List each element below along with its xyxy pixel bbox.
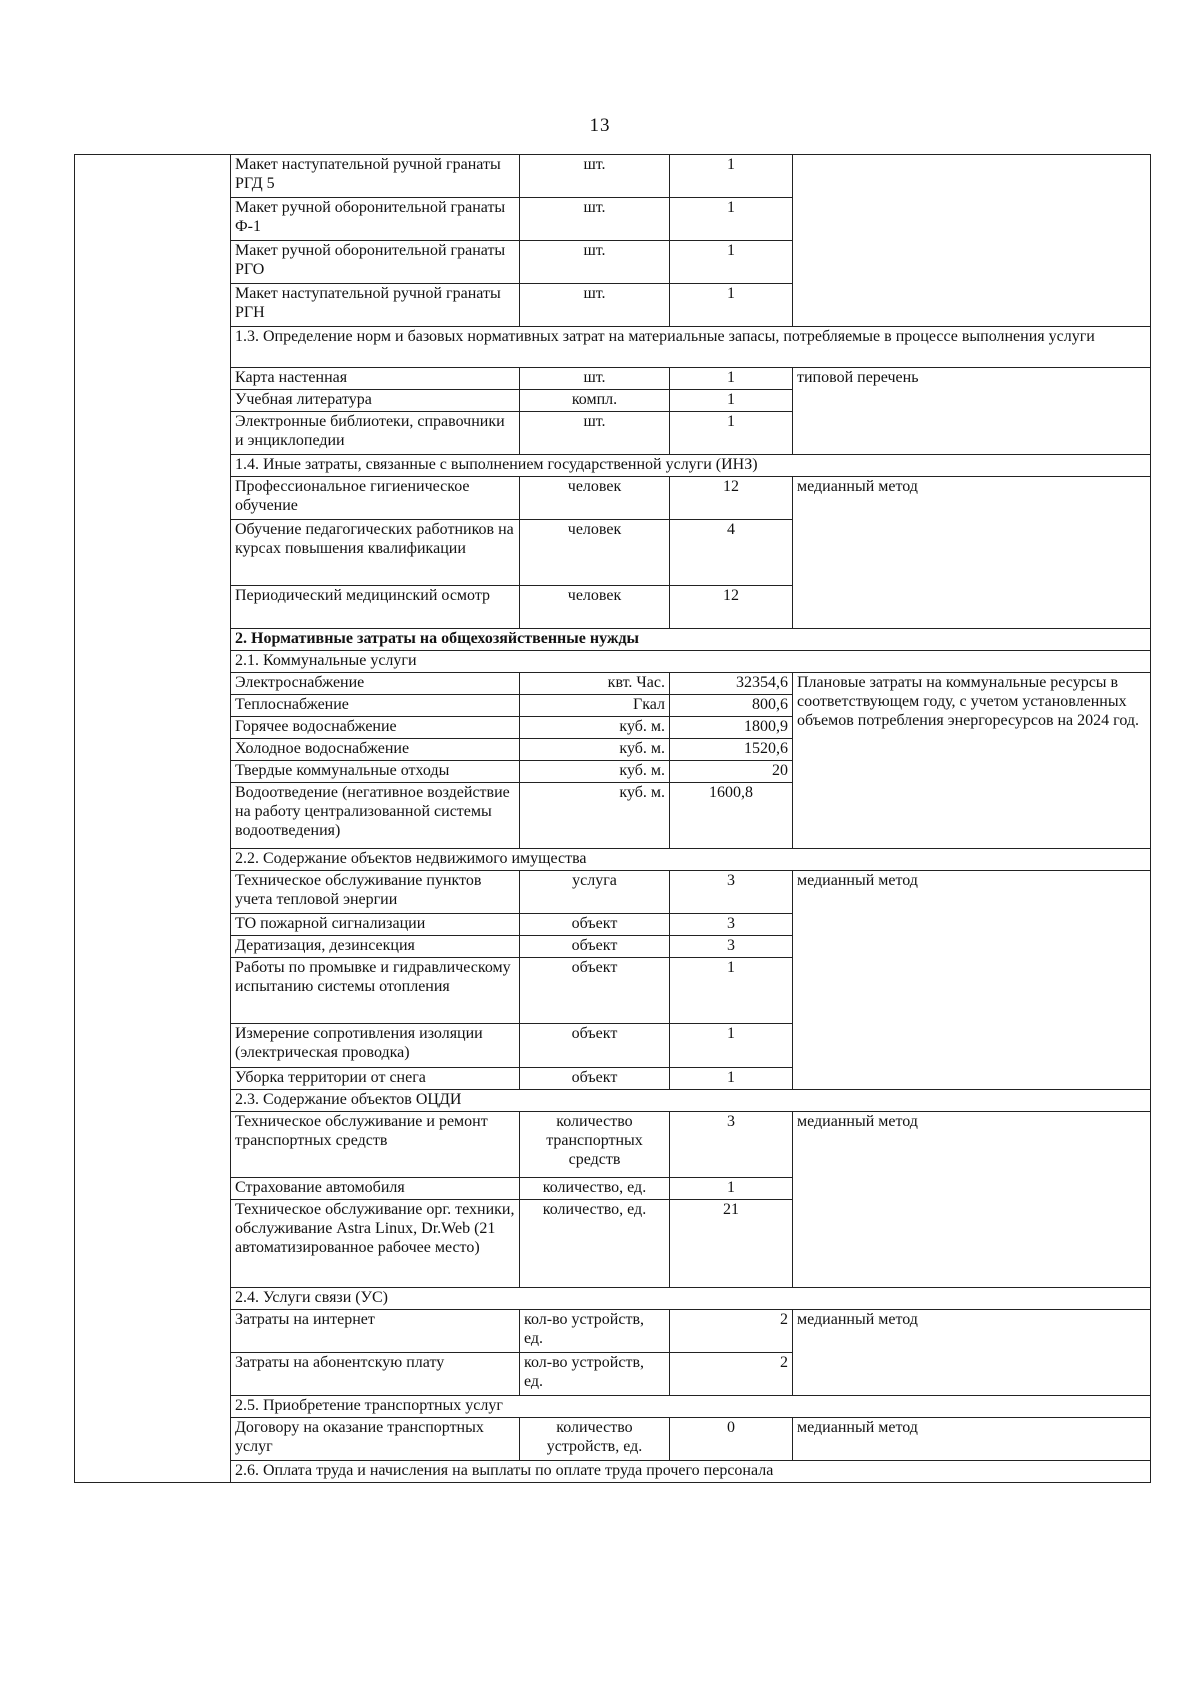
- item-unit: куб. м.: [520, 717, 670, 739]
- section-title: 2.3. Содержание объектов ОЦДИ: [231, 1090, 1151, 1112]
- section-title: 2.6. Оплата труда и начисления на выплаты по оплате труда прочего персонала: [231, 1461, 1151, 1483]
- item-unit: квт. Час.: [520, 673, 670, 695]
- item-note: Плановые затраты на коммунальные ресурсы в соответствующем году, с учетом установленных объемов потребления энергоресурсов на 2024 год.: [793, 673, 1151, 849]
- item-name: Техническое обслуживание и ремонт транспортных средств: [231, 1112, 520, 1178]
- item-unit: шт.: [520, 155, 670, 198]
- item-qty: 1: [670, 1068, 793, 1090]
- item-name: Горячее водоснабжение: [231, 717, 520, 739]
- item-name: Теплоснабжение: [231, 695, 520, 717]
- item-qty: 1: [670, 1178, 793, 1200]
- section-row: [75, 455, 1151, 477]
- item-name: Твердые коммунальные отходы: [231, 761, 520, 783]
- item-name: Профессиональное гигиеническое обучение: [231, 477, 520, 520]
- item-name: Страхование автомобиля: [231, 1178, 520, 1200]
- item-qty: 1800,9: [670, 717, 793, 739]
- item-qty: 1: [670, 368, 793, 390]
- item-unit: объект: [520, 1024, 670, 1068]
- item-name: Уборка территории от снега: [231, 1068, 520, 1090]
- item-note: типовой перечень: [793, 368, 1151, 455]
- item-unit: куб. м.: [520, 783, 670, 849]
- item-unit: шт.: [520, 284, 670, 327]
- item-name: Договору на оказание транспортных услуг: [231, 1418, 520, 1461]
- item-name: Периодический медицинский осмотр: [231, 586, 520, 629]
- table-row: [75, 871, 1151, 914]
- item-name: Работы по промывке и гидравлическому испытанию системы отопления: [231, 958, 520, 1024]
- item-note: [793, 155, 1151, 327]
- item-qty: 3: [670, 1112, 793, 1178]
- item-qty: 1: [670, 390, 793, 412]
- item-qty: 20: [670, 761, 793, 783]
- item-qty: 2: [670, 1310, 793, 1353]
- item-name: Обучение педагогических работников на курсах повышения квалификации: [231, 520, 520, 586]
- section-row: [75, 849, 1151, 871]
- item-unit: объект: [520, 914, 670, 936]
- item-qty: 12: [670, 477, 793, 520]
- table-row: [75, 673, 1151, 695]
- table-row: [75, 1310, 1151, 1353]
- item-qty: 32354,6: [670, 673, 793, 695]
- item-qty: 12: [670, 586, 793, 629]
- section-row: [75, 1090, 1151, 1112]
- table-row: [75, 368, 1151, 390]
- item-name: Карта настенная: [231, 368, 520, 390]
- item-unit: куб. м.: [520, 739, 670, 761]
- item-name: Электроснабжение: [231, 673, 520, 695]
- section-row: [75, 1288, 1151, 1310]
- section-row: [75, 327, 1151, 368]
- table-row: [75, 1418, 1151, 1461]
- item-unit: услуга: [520, 871, 670, 914]
- item-unit: человек: [520, 586, 670, 629]
- item-qty: 3: [670, 871, 793, 914]
- table-row: [75, 155, 1151, 198]
- section-title: 2.2. Содержание объектов недвижимого имущества: [231, 849, 1151, 871]
- item-qty: 1: [670, 284, 793, 327]
- item-note: медианный метод: [793, 1112, 1151, 1288]
- item-name: Учебная литература: [231, 390, 520, 412]
- item-qty: 0: [670, 1418, 793, 1461]
- item-note: медианный метод: [793, 871, 1151, 1090]
- item-unit: объект: [520, 958, 670, 1024]
- item-unit: компл.: [520, 390, 670, 412]
- item-unit: шт.: [520, 198, 670, 241]
- item-qty: 4: [670, 520, 793, 586]
- item-unit: количество, ед.: [520, 1200, 670, 1288]
- item-unit: кол-во устройств, ед.: [520, 1353, 670, 1396]
- section-row: [75, 629, 1151, 651]
- item-name: Техническое обслуживание пунктов учета тепловой энергии: [231, 871, 520, 914]
- item-name: Измерение сопротивления изоляции (электрическая проводка): [231, 1024, 520, 1068]
- item-name: Затраты на интернет: [231, 1310, 520, 1353]
- item-qty: 1: [670, 198, 793, 241]
- item-unit: куб. м.: [520, 761, 670, 783]
- section-title: 1.4. Иные затраты, связанные с выполнением государственной услуги (ИНЗ): [231, 455, 1151, 477]
- item-qty: 1: [670, 958, 793, 1024]
- page-number: 13: [589, 115, 611, 136]
- item-name: Макет наступательной ручной гранаты РГН: [231, 284, 520, 327]
- section-title: 2. Нормативные затраты на общехозяйственные нужды: [231, 629, 1151, 651]
- item-qty: 1: [670, 155, 793, 198]
- item-name: Электронные библиотеки, справочники и энциклопедии: [231, 412, 520, 455]
- left-blank-column: [75, 155, 231, 1483]
- item-qty: 2: [670, 1353, 793, 1396]
- item-qty: 800,6: [670, 695, 793, 717]
- item-unit: Гкал: [520, 695, 670, 717]
- item-qty: 1: [670, 412, 793, 455]
- item-name: Макет ручной оборонительной гранаты Ф-1: [231, 198, 520, 241]
- item-name: Дератизация, дезинсекция: [231, 936, 520, 958]
- section-title: 2.1. Коммунальные услуги: [231, 651, 1151, 673]
- item-unit: количество транспортных средств: [520, 1112, 670, 1178]
- section-title: 2.4. Услуги связи (УС): [231, 1288, 1151, 1310]
- item-note: медианный метод: [793, 477, 1151, 629]
- item-qty: 3: [670, 936, 793, 958]
- item-unit: шт.: [520, 412, 670, 455]
- item-qty: 1520,6: [670, 739, 793, 761]
- item-qty: 1: [670, 241, 793, 284]
- section-row: [75, 1396, 1151, 1418]
- item-unit: кол-во устройств, ед.: [520, 1310, 670, 1353]
- table-row: [75, 1112, 1151, 1178]
- table-row: [75, 477, 1151, 520]
- item-qty: 21: [670, 1200, 793, 1288]
- item-note: медианный метод: [793, 1310, 1151, 1396]
- section-row: [75, 1461, 1151, 1483]
- item-qty: 3: [670, 914, 793, 936]
- item-name: Макет наступательной ручной гранаты РГД 5: [231, 155, 520, 198]
- item-unit: объект: [520, 936, 670, 958]
- item-name: Водоотведение (негативное воздействие на работу централизованной системы водоотведения): [231, 783, 520, 849]
- section-title: 1.3. Определение норм и базовых нормативных затрат на материальные запасы, потребляемые в процессе выполнения услуги: [231, 327, 1151, 368]
- item-unit: объект: [520, 1068, 670, 1090]
- item-note: медианный метод: [793, 1418, 1151, 1461]
- item-unit: количество, ед.: [520, 1178, 670, 1200]
- item-name: ТО пожарной сигнализации: [231, 914, 520, 936]
- item-unit: человек: [520, 477, 670, 520]
- item-qty: 1600,8: [670, 783, 793, 849]
- item-qty: 1: [670, 1024, 793, 1068]
- section-row: [75, 651, 1151, 673]
- item-unit: человек: [520, 520, 670, 586]
- item-name: Холодное водоснабжение: [231, 739, 520, 761]
- item-name: Техническое обслуживание орг. техники, обслуживание Astra Linux, Dr.Web (21 автоматизированное рабочее место): [231, 1200, 520, 1288]
- cost-norms-table: [74, 154, 1151, 1483]
- item-unit: шт.: [520, 241, 670, 284]
- section-title: 2.5. Приобретение транспортных услуг: [231, 1396, 1151, 1418]
- item-unit: количество устройств, ед.: [520, 1418, 670, 1461]
- item-unit: шт.: [520, 368, 670, 390]
- item-name: Затраты на абонентскую плату: [231, 1353, 520, 1396]
- item-name: Макет ручной оборонительной гранаты РГО: [231, 241, 520, 284]
